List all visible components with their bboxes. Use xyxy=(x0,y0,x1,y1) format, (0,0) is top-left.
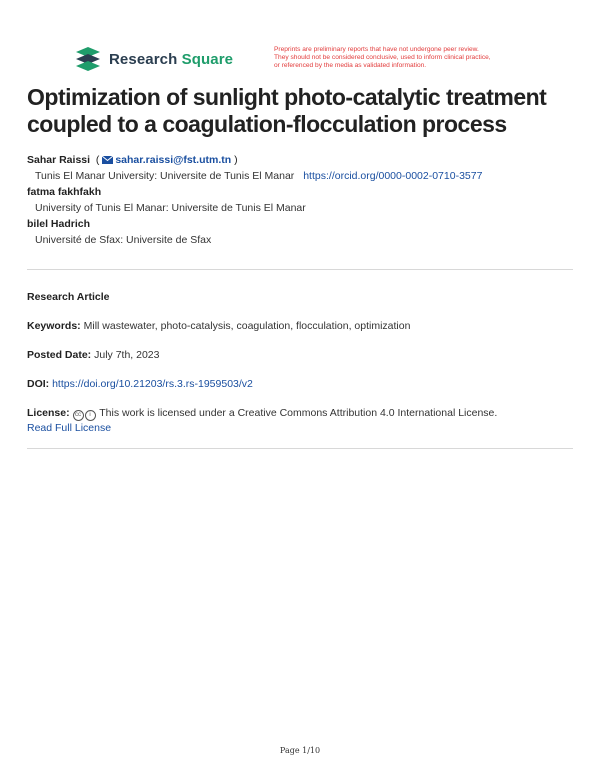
mail-icon xyxy=(102,156,113,164)
author-name: Sahar Raissi xyxy=(27,154,91,166)
author-name: fatma fakhfakh xyxy=(27,186,102,198)
author-affiliation: University of Tunis El Manar: Universite de Tunis El Manar xyxy=(35,202,306,214)
research-square-logo-icon xyxy=(74,46,102,72)
divider xyxy=(27,448,573,449)
posted-date-value: July 7th, 2023 xyxy=(94,349,160,361)
posted-date xyxy=(27,348,587,363)
disclaimer-line: They should not be considered conclusive, used to inform clinical practice, xyxy=(274,54,491,61)
divider xyxy=(27,269,573,270)
paper-title: Optimization of sunlight photo-catalytic treatment coupled to a coagulation-flocculation process xyxy=(27,84,547,137)
author-entry xyxy=(27,152,587,168)
article-type xyxy=(27,290,587,305)
author-email-link[interactable]: sahar.raissi@fst.utm.tn xyxy=(115,154,232,166)
doi-link[interactable]: https://doi.org/10.21203/rs.3.rs-1959503/v2 xyxy=(52,378,253,390)
email-wrapper: ( sahar.raissi@fst.utm.tn ) xyxy=(92,154,238,166)
cc-by-icon: i xyxy=(85,410,96,421)
license xyxy=(27,406,587,436)
header xyxy=(74,46,544,76)
license-label: License: xyxy=(27,407,70,419)
research-square-logo[interactable] xyxy=(74,46,233,72)
keywords-value: Mill wastewater, photo-catalysis, coagulation, flocculation, optimization xyxy=(83,320,411,332)
disclaimer-line: Preprints are preliminary reports that have not undergone peer review. xyxy=(274,46,479,53)
orcid-link[interactable]: https://orcid.org/0000-0002-0710-3577 xyxy=(303,170,483,182)
logo-text-main: Research xyxy=(109,50,178,68)
keywords-label: Keywords: xyxy=(27,320,81,332)
disclaimer-line: or referenced by the media as validated information. xyxy=(274,62,427,69)
keywords xyxy=(27,319,587,334)
preprint-disclaimer xyxy=(274,46,554,70)
author-affiliation: Université de Sfax: Universite de Sfax xyxy=(35,234,212,246)
author-affiliation xyxy=(27,168,587,184)
logo-text-accent: Square xyxy=(181,50,234,68)
doi xyxy=(27,377,587,392)
article-type-text: Research Article xyxy=(27,291,110,303)
doi-label: DOI: xyxy=(27,378,50,390)
affiliation-text: Tunis El Manar University: Universite de Tunis El Manar xyxy=(35,170,295,182)
license-text: This work is licensed under a Creative Commons Attribution 4.0 International License. xyxy=(99,407,498,419)
cc-icon: cc xyxy=(73,410,84,421)
posted-date-label: Posted Date: xyxy=(27,349,92,361)
read-full-license-link[interactable]: Read Full License xyxy=(27,422,112,434)
logo-text xyxy=(109,51,233,68)
page-number: Page 1/10 xyxy=(279,746,321,755)
author-name: bilel Hadrich xyxy=(27,218,91,230)
author-list xyxy=(27,152,587,248)
